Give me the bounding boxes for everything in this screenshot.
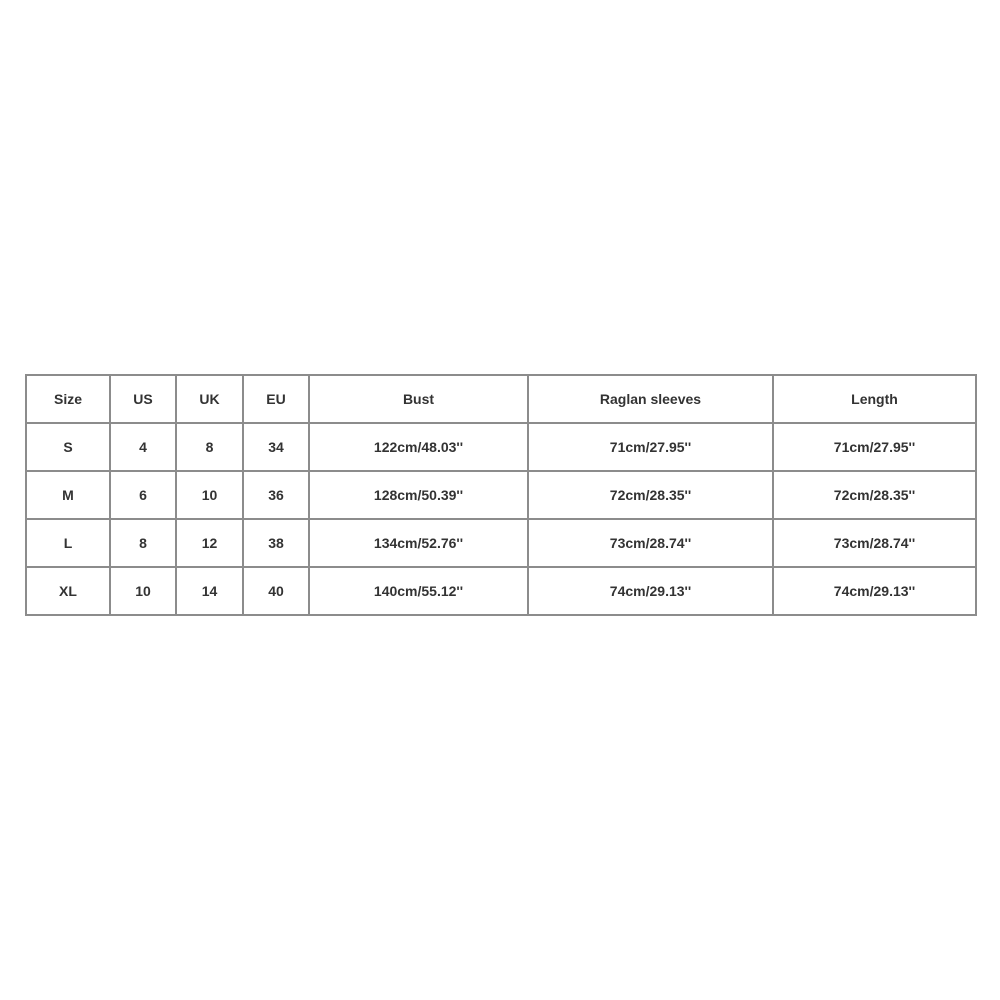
header-uk: UK [176,375,243,423]
cell-size: S [26,423,110,471]
cell-uk: 10 [176,471,243,519]
cell-size: L [26,519,110,567]
cell-raglan-sleeves: 74cm/29.13'' [528,567,773,615]
header-length: Length [773,375,976,423]
cell-raglan-sleeves: 72cm/28.35'' [528,471,773,519]
header-eu: EU [243,375,309,423]
cell-eu: 40 [243,567,309,615]
cell-bust: 128cm/50.39'' [309,471,528,519]
cell-uk: 14 [176,567,243,615]
cell-us: 10 [110,567,176,615]
header-row [26,375,976,423]
cell-uk: 8 [176,423,243,471]
header-bust: Bust [309,375,528,423]
cell-raglan-sleeves: 73cm/28.74'' [528,519,773,567]
header-us: US [110,375,176,423]
header-raglan-sleeves: Raglan sleeves [528,375,773,423]
table-row [26,519,976,567]
cell-uk: 12 [176,519,243,567]
cell-length: 73cm/28.74'' [773,519,976,567]
table-row [26,471,976,519]
cell-eu: 34 [243,423,309,471]
table-row [26,423,976,471]
size-chart-table [25,374,977,616]
cell-size: XL [26,567,110,615]
cell-raglan-sleeves: 71cm/27.95'' [528,423,773,471]
cell-length: 72cm/28.35'' [773,471,976,519]
cell-length: 71cm/27.95'' [773,423,976,471]
cell-bust: 140cm/55.12'' [309,567,528,615]
header-size: Size [26,375,110,423]
cell-us: 6 [110,471,176,519]
cell-bust: 134cm/52.76'' [309,519,528,567]
cell-bust: 122cm/48.03'' [309,423,528,471]
cell-us: 8 [110,519,176,567]
cell-eu: 36 [243,471,309,519]
cell-eu: 38 [243,519,309,567]
cell-us: 4 [110,423,176,471]
cell-length: 74cm/29.13'' [773,567,976,615]
cell-size: M [26,471,110,519]
table-row [26,567,976,615]
